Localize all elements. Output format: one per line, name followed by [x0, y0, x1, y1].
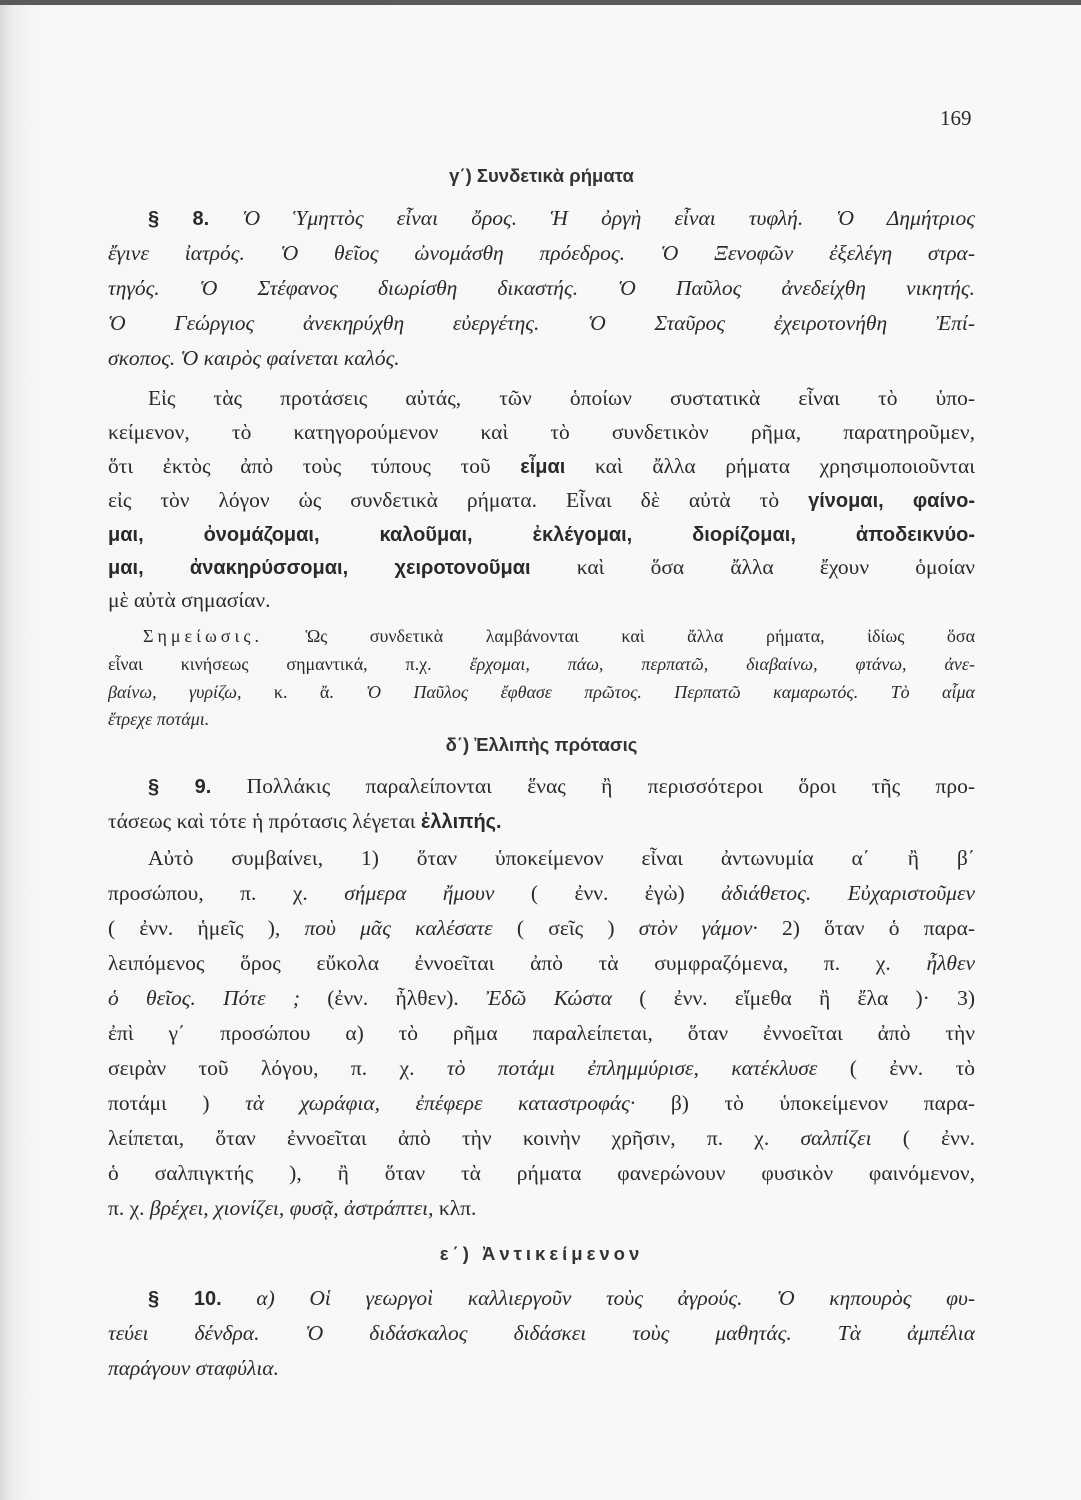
text-line: [108, 706, 975, 732]
scan-top-edge: [0, 0, 1081, 5]
text-line: [108, 308, 975, 338]
text-span: μὲ αὐτὰ σημασίαν.: [108, 588, 271, 612]
text-line: [108, 585, 975, 615]
italic-text: βρέχει, χιονίζει, φυσᾷ, ἀστράπτει,: [149, 1196, 434, 1220]
text-line: [108, 273, 975, 303]
text-span: ὁ σαλπιγκτής ), ἢ ὅταν τὰ ρήματα φανερώνουν φυσικὸν φαινόμενον,: [108, 1161, 975, 1185]
text-span: β) τὸ ὑποκείμενον παρα-: [635, 1091, 975, 1115]
spaced-label: Σημείωσις.: [143, 626, 263, 646]
text-line: [108, 552, 975, 582]
text-span: Πολλάκις παραλείπονται ἕνας ἢ περισσότεροι ὅροι τῆς προ-: [211, 774, 975, 798]
text-span: ὅτι ἐκτὸς ἀπὸ τοὺς τύπους τοῦ: [108, 454, 521, 478]
text-line: [148, 771, 975, 801]
italic-text: τεύει δένδρα. Ὁ διδάσκαλος διδάσκει τοὺς μαθητάς. Τὰ ἀμπέλια: [108, 1321, 975, 1345]
text-line: [148, 1283, 975, 1313]
italic-text: Ὁ Παῦλος ἔφθασε πρῶτος. Περπατῶ καμαρωτός. Τὸ αἷμα: [366, 682, 975, 702]
italic-text: τηγός. Ὁ Στέφανος διωρίσθη δικαστής. Ὁ Παῦλος ἀνεδείχθη νικητής.: [108, 276, 975, 300]
text-line: [108, 913, 975, 943]
text-span: προσώπου, π. χ.: [108, 881, 345, 905]
italic-text: ἔρχομαι, πάω, περπατῶ, διαβαίνω, φτάνω, ἀνε-: [469, 654, 975, 674]
text-line: [148, 383, 975, 413]
text-span: ποτάμι ): [108, 1091, 246, 1115]
text-span: (ἐνν. ἦλθεν).: [300, 986, 487, 1010]
text-span: τάσεως καὶ τότε ἡ πρότασις λέγεται: [108, 809, 421, 833]
text-span: σειρὰν τοῦ λόγου, π. χ.: [108, 1056, 447, 1080]
text-line: [108, 1018, 975, 1048]
text-span: 2) ὅταν ὁ παρα-: [757, 916, 975, 940]
text-line: [108, 343, 975, 373]
text-span: κείμενον, τὸ κατηγορούμενον καὶ τὸ συνδετικὸν ρῆμα, παρατηροῦμεν,: [108, 420, 975, 444]
italic-text: ἦλθεν: [926, 951, 975, 975]
text-span: λείπεται, ὅταν ἐννοεῖται ἀπὸ τὴν κοινὴν χρῆσιν, π. χ.: [108, 1126, 801, 1150]
text-line: [108, 417, 975, 447]
bold-text: μαι, ὀνομάζομαι, καλοῦμαι, ἐκλέγομαι, διορίζομαι, ἀποδεικνύο-: [108, 524, 975, 546]
italic-text: Ὁ Γεώργιος ἀνεκηρύχθη εὐεργέτης. Ὁ Σταῦρος ἐχειροτονήθη Ἐπί-: [108, 311, 975, 335]
text-span: Αὐτὸ συμβαίνει, 1) ὅταν ὑποκείμενον εἶναι ἀντωνυμία α΄ ἢ β΄: [148, 846, 975, 870]
text-line: [108, 1353, 975, 1383]
text-line: [108, 806, 975, 836]
italic-text: στὸν γάμον·: [638, 916, 758, 940]
text-line: [108, 1193, 975, 1223]
text-line: [108, 485, 975, 515]
section-heading-delta: δ΄) Ἐλλιπὴς πρότασις: [445, 734, 638, 755]
text-line: [108, 651, 975, 677]
text-line: [108, 519, 975, 549]
text-span: π. χ.: [108, 1196, 150, 1220]
text-span: ἐπὶ γ΄ προσώπου α) τὸ ρῆμα παραλείπεται, ὅταν ἐννοεῖται ἀπὸ τὴν: [108, 1021, 975, 1045]
italic-text: σκοπος. Ὁ καιρὸς φαίνεται καλός.: [108, 346, 400, 370]
italic-text: ἀδιάθετος. Εὐχαριστοῦμεν: [721, 881, 975, 905]
text-line: [108, 983, 975, 1013]
text-line: [108, 1088, 975, 1118]
text-span: καὶ ὅσα ἄλλα ἔχουν ὁμοίαν: [530, 555, 975, 579]
italic-text: παράγουν σταφύλια.: [108, 1356, 279, 1380]
text-span: ( σεῖς ): [492, 916, 639, 940]
text-line: [108, 948, 975, 978]
text-line: [148, 843, 975, 873]
italic-text: τὰ χωράφια, ἐπέφερε καταστροφάς·: [245, 1091, 636, 1115]
italic-text: α) Οἱ γεωργοὶ καλλιεργοῦν τοὺς ἀγρούς. Ὁ κηπουρὸς φυ-: [221, 1286, 975, 1310]
bold-text: ἐλλιπής.: [420, 811, 502, 833]
italic-text: ποὺ μᾶς καλέσατε: [304, 916, 493, 940]
text-line: [108, 1123, 975, 1153]
text-span: εἰς τὸν λόγον ὡς συνδετικὰ ρήματα. Εἶναι δὲ αὐτὰ τὸ: [108, 488, 809, 512]
italic-text: τὸ ποτάμι ἐπλημμύρισε, κατέκλυσε: [446, 1056, 818, 1080]
page-number: 169: [940, 106, 972, 130]
text-span: λειπόμενος ὅρος εὔκολα ἐννοεῖται ἀπὸ τὰ συμφραζόμενα, π. χ.: [108, 951, 927, 975]
section-heading-gamma: γ΄) Συνδετικὰ ρήματα: [449, 165, 634, 186]
text-span: κ. ἄ.: [241, 682, 367, 702]
text-span: ( ἐνν.: [871, 1126, 975, 1150]
italic-text: ὁ θεῖος. Πότε ;: [108, 986, 300, 1010]
bold-text: εἶμαι: [520, 456, 566, 478]
bold-text: § 10.: [148, 1288, 222, 1310]
text-span: Ὡς συνδετικὰ λαμβάνονται καὶ ἄλλα ρήματα, ἰδίως ὅσα: [262, 626, 975, 646]
italic-text: ἔγινε ἰατρός. Ὁ θεῖος ὠνομάσθη πρόεδρος. Ὁ Ξενοφῶν ἐξελέγη στρα-: [108, 241, 975, 265]
bold-text: μαι, ἀνακηρύσσομαι, χειροτονοῦμαι: [108, 557, 531, 579]
text-span: ( ἐνν. ἡμεῖς ),: [108, 916, 305, 940]
text-span: ( ἐνν. εἴμεθα ἢ ἔλα )· 3): [612, 986, 975, 1010]
text-span: καὶ ἄλλα ρήματα χρησιμοποιοῦνται: [565, 454, 975, 478]
text-line: [108, 451, 975, 481]
italic-text: ἔτρεχε ποτάμι.: [108, 709, 210, 729]
text-line: [108, 878, 975, 908]
text-line: [108, 1053, 975, 1083]
text-span: ( ἐνν. τὸ: [817, 1056, 975, 1080]
italic-text: σήμερα ἤμουν: [344, 881, 495, 905]
text-line: [108, 679, 975, 705]
italic-text: Ἐδῶ Κώστα: [486, 986, 613, 1010]
italic-text: βαίνω, γυρίζω,: [108, 682, 242, 702]
bold-text: γίνομαι, φαίνο-: [808, 490, 975, 512]
text-line: [148, 203, 975, 233]
text-line: [108, 1318, 975, 1348]
section-heading-epsilon: ε΄) Ἀντικείμενον: [439, 1243, 644, 1264]
text-span: εἶναι κινήσεως σημαντικά, π.χ.: [108, 654, 470, 674]
text-line: [143, 623, 975, 649]
text-line: [108, 1158, 975, 1188]
text-span: Εἰς τὰς προτάσεις αὐτάς, τῶν ὁποίων συστατικὰ εἶναι τὸ ὑπο-: [148, 386, 975, 410]
bold-text: § 8.: [148, 208, 243, 230]
text-span: κλπ.: [433, 1196, 477, 1220]
italic-text: σαλπίζει: [800, 1126, 872, 1150]
text-span: ( ἐνν. ἐγὼ): [494, 881, 722, 905]
italic-text: Ὁ Ὑμηττὸς εἶναι ὄρος. Ἡ ὀργὴ εἶναι τυφλή. Ὁ Δημήτριος: [242, 206, 975, 230]
text-line: [108, 238, 975, 268]
bold-text: § 9.: [148, 776, 212, 798]
